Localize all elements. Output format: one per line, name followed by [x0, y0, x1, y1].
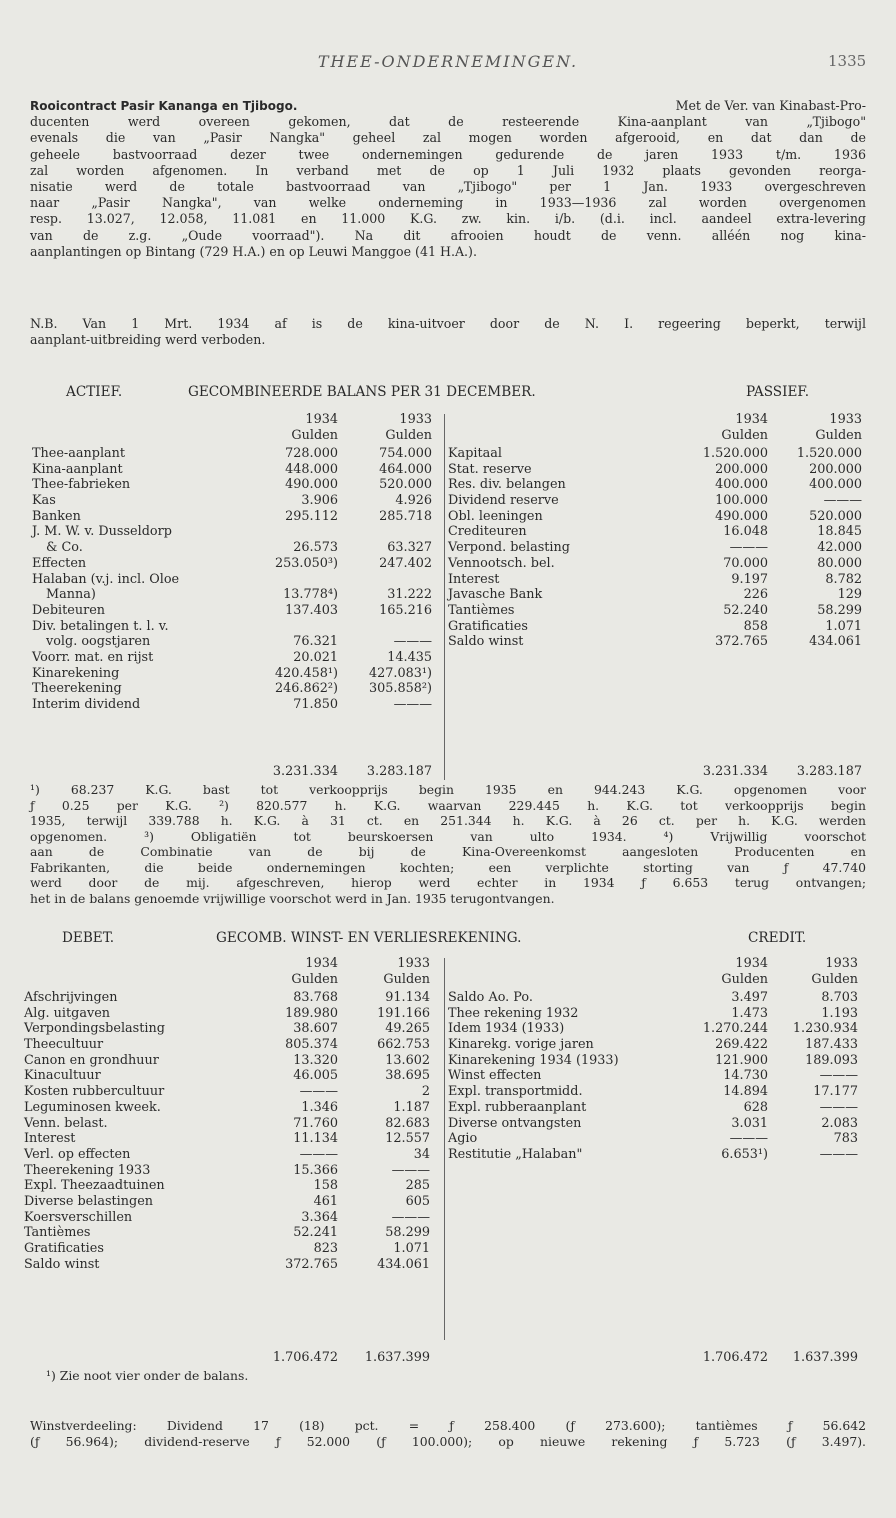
actief-row-1933: 305.858²): [368, 681, 432, 697]
credit-row-1933: 1.193: [821, 1005, 858, 1021]
actief-currency-1933: Gulden: [385, 428, 432, 443]
actief-row-1934: 253.050³): [274, 555, 338, 571]
passief-row-1933: 1.520.000: [796, 446, 862, 461]
winstverdeeling-line: Winstverdeeling: Dividend 17 (18) pct. = ƒ 258.400 (ƒ 273.600); tantièmes ƒ 56.642: [30, 1418, 866, 1433]
nb-paragraph: [30, 316, 866, 348]
passief-row: [448, 603, 866, 619]
debet-row-label: Koersverschillen: [24, 1209, 133, 1225]
debet-row-1933: 34: [413, 1146, 430, 1162]
debet-row: [24, 990, 442, 1006]
actief-row: [32, 603, 442, 619]
debet-row-1933: 58.299: [385, 1225, 430, 1241]
passief-row: [448, 462, 866, 478]
passief-row-1933: ———: [823, 493, 862, 509]
actief-row: [32, 666, 442, 682]
debet-row-label: Interest: [24, 1131, 76, 1147]
actief-row-label: & Co.: [46, 540, 83, 556]
actief-row-label: Thee-aanplant: [32, 446, 126, 461]
debet-row-label: Diverse belastingen: [24, 1193, 154, 1209]
contract-heading: Rooicontract Pasir Kananga en Tjibogo.: [30, 99, 298, 113]
credit-row-1934: 6.653¹): [721, 1146, 768, 1162]
contract-line: nisatie werd de totale bastvoorraad van „Tjibogo" per 1 Jan. 1933 overgeschreven: [30, 179, 866, 195]
passief-row-label: Interest: [448, 571, 500, 587]
credit-row-1933: 2.083: [821, 1115, 858, 1131]
passief-row-1934: 16.048: [723, 524, 768, 540]
passief-row-1933: 434.061: [809, 634, 862, 650]
passief-row-1934: 400.000: [715, 477, 768, 493]
credit-row: [448, 1116, 862, 1132]
actief-row-label: Debiteuren: [32, 602, 106, 618]
debet-row: [24, 1053, 442, 1069]
debet-row: [24, 1084, 442, 1100]
winstverdeeling-line: (ƒ 56.964); dividend-reserve ƒ 52.000 (ƒ 100.000); op nieuwe rekening ƒ 5.723 (ƒ 3.497).: [30, 1433, 866, 1449]
winst-footnote: ¹) Zie noot vier onder de balans.: [46, 1368, 249, 1383]
debet-row: [24, 1068, 442, 1084]
credit-row-1934: 628: [743, 1099, 768, 1115]
actief-row-label: Effecten: [32, 555, 87, 571]
passief-row-label: Tantièmes: [448, 602, 515, 618]
passief-table: [448, 446, 866, 650]
debet-row: [24, 1225, 442, 1241]
actief-row-1933: ———: [393, 697, 432, 712]
debet-row-1934: 372.765: [285, 1256, 338, 1272]
actief-year-1934: 1934: [305, 412, 338, 427]
actief-row-1934: 71.850: [293, 697, 338, 712]
passief-row-1934: 70.000: [723, 555, 768, 571]
passief-total-1933: 3.283.187: [796, 764, 862, 779]
winst-right-label: CREDIT.: [748, 930, 807, 946]
passief-row-1933: 520.000: [809, 508, 862, 524]
actief-row-1933: 31.222: [387, 587, 432, 603]
actief-year-1933: 1933: [399, 412, 432, 427]
nb-line: aanplant-uitbreiding werd verboden.: [30, 332, 266, 348]
credit-row: [448, 1068, 862, 1084]
credit-row: [448, 1021, 862, 1037]
credit-row: [448, 1084, 862, 1100]
credit-row-1933: 8.703: [821, 990, 858, 1005]
debet-row-label: Kinacultuur: [24, 1068, 101, 1084]
debet-row-1934: 3.364: [301, 1209, 338, 1225]
actief-row: [32, 619, 442, 635]
actief-row-1934: 295.112: [285, 508, 338, 524]
credit-row-1933: ———: [819, 1099, 858, 1115]
credit-row: [448, 1037, 862, 1053]
contract-line-0: [30, 98, 866, 114]
actief-row: [32, 587, 442, 603]
debet-row-1933: ———: [391, 1162, 430, 1178]
actief-row-label: Interim dividend: [32, 697, 141, 712]
actief-row: [32, 634, 442, 650]
actief-row-label: volg. oogstjaren: [46, 634, 151, 650]
debet-row-label: Leguminosen kweek.: [24, 1099, 161, 1115]
debet-row-1934: ———: [299, 1146, 338, 1162]
credit-row-1933: 189.093: [805, 1052, 858, 1068]
winst-title: GECOMB. WINST- EN VERLIESREKENING.: [216, 930, 522, 946]
passief-currency-1933: Gulden: [815, 428, 862, 443]
passief-row-1933: 42.000: [817, 540, 862, 556]
debet-row-1934: 461: [313, 1193, 338, 1209]
credit-row: [448, 1147, 862, 1163]
debet-row-1934: ———: [299, 1084, 338, 1100]
debet-row-1933: 191.166: [377, 1005, 430, 1021]
credit-row-label: Expl. rubberaanplant: [448, 1099, 587, 1115]
actief-row-1933: 285.718: [379, 508, 432, 524]
actief-row-1933: 520.000: [379, 477, 432, 493]
debet-row-label: Canon en grondhuur: [24, 1052, 159, 1068]
actief-row-1934: 26.573: [293, 540, 338, 556]
debet-row: [24, 1100, 442, 1116]
actief-row-1934: 13.778⁴): [283, 587, 338, 603]
actief-row-label: Kinarekening: [32, 665, 120, 681]
debet-total-1934: 1.706.472: [272, 1350, 338, 1365]
actief-row-label: J. M. W. v. Dusseldorp: [32, 524, 172, 540]
actief-row-1933: 754.000: [379, 446, 432, 461]
actief-row: [32, 462, 442, 478]
balans-title: GECOMBINEERDE BALANS PER 31 DECEMBER.: [188, 384, 536, 400]
credit-row-1933: 17.177: [813, 1084, 858, 1100]
debet-row-label: Verl. op effecten: [24, 1146, 131, 1162]
debet-row-1934: 158: [313, 1178, 338, 1194]
actief-row-1934: 137.403: [285, 602, 338, 618]
credit-row-1934: 14.894: [723, 1084, 768, 1100]
passief-row-label: Vennootsch. bel.: [448, 555, 555, 571]
debet-row-1933: ———: [391, 1209, 430, 1225]
debet-row-1934: 1.346: [301, 1099, 338, 1115]
credit-row: [448, 1006, 862, 1022]
passief-row-1933: 129: [837, 587, 862, 603]
actief-row: [32, 509, 442, 525]
actief-row-label: Thee-fabrieken: [32, 477, 131, 493]
debet-currency-1934: Gulden: [291, 972, 338, 987]
actief-row: [32, 524, 442, 540]
credit-row-1933: ———: [819, 1068, 858, 1084]
passief-row-label: Saldo winst: [448, 634, 524, 650]
passief-row: [448, 446, 866, 462]
credit-row-label: Kinarekg. vorige jaren: [448, 1037, 594, 1053]
credit-year-1933: 1933: [825, 956, 858, 971]
debet-row: [24, 1241, 442, 1257]
passief-row: [448, 634, 866, 650]
credit-row-label: Kinarekening 1934 (1933): [448, 1052, 619, 1068]
credit-row-1933: 187.433: [805, 1037, 858, 1053]
contract-line: ducenten werd overeen gekomen, dat de resteerende Kina-aanplant van „Tjibogo": [30, 114, 866, 130]
balans-footnote-line: 1935, terwijl 339.788 h. K.G. à 31 ct. en 251.344 h. K.G. à 26 ct. per h. K.G. werden: [30, 813, 866, 828]
debet-row-1933: 1.071: [393, 1241, 430, 1256]
actief-total-1933: 3.283.187: [366, 764, 432, 779]
actief-row-label: Banken: [32, 508, 81, 524]
debet-row: [24, 1257, 442, 1273]
passief-row-1933: 400.000: [809, 477, 862, 493]
actief-row: [32, 681, 442, 697]
contract-paragraph: [30, 98, 866, 260]
actief-row-1933: 427.083¹): [368, 665, 432, 681]
credit-row-1934: 1.473: [731, 1005, 768, 1021]
debet-row: [24, 1037, 442, 1053]
passief-row-1934: 100.000: [715, 493, 768, 509]
credit-row-1933: 783: [833, 1131, 858, 1147]
actief-row-1934: 20.021: [293, 649, 338, 665]
debet-row-1934: 71.760: [293, 1115, 338, 1131]
balans-footnote-line: werd door de mij. afgeschreven, hierop werd echter in 1934 ƒ 6.653 terug ontvangen;: [30, 875, 866, 890]
debet-row-label: Theecultuur: [24, 1037, 104, 1053]
credit-row-label: Saldo Ao. Po.: [448, 990, 533, 1005]
debet-row-1933: 1.187: [393, 1099, 430, 1115]
actief-row-1934: 420.458¹): [274, 665, 338, 681]
passief-row: [448, 587, 866, 603]
passief-row-1933: 8.782: [825, 571, 862, 587]
passief-row: [448, 477, 866, 493]
credit-total-1934: 1.706.472: [702, 1350, 768, 1365]
passief-row: [448, 572, 866, 588]
passief-row-1933: 200.000: [809, 461, 862, 477]
actief-row: [32, 446, 442, 462]
debet-row-label: Saldo winst: [24, 1256, 100, 1272]
passief-row-1933: 18.845: [817, 524, 862, 540]
actief-row-label: Halaban (v.j. incl. Oloe: [32, 571, 180, 587]
passief-currency-1934: Gulden: [721, 428, 768, 443]
debet-table: [24, 990, 442, 1272]
actief-row-label: Div. betalingen t. l. v.: [32, 618, 169, 634]
debet-row-label: Kosten rubbercultuur: [24, 1084, 165, 1100]
passief-row-1934: 1.520.000: [702, 446, 768, 461]
debet-row: [24, 1178, 442, 1194]
actief-row-1934: 76.321: [293, 634, 338, 650]
actief-row: [32, 650, 442, 666]
actief-total-1934: 3.231.334: [272, 764, 338, 779]
actief-row-1933: ———: [393, 634, 432, 650]
debet-row-1934: 805.374: [285, 1037, 338, 1053]
actief-row-1934: 3.906: [301, 493, 338, 509]
debet-row: [24, 1163, 442, 1179]
credit-row-label: Expl. transportmidd.: [448, 1084, 583, 1100]
debet-row-1934: 52.241: [293, 1225, 338, 1241]
actief-row-1933: 247.402: [379, 555, 432, 571]
actief-row: [32, 477, 442, 493]
debet-row-label: Alg. uitgaven: [24, 1005, 111, 1021]
page-number: 1335: [828, 52, 867, 70]
debet-row: [24, 1194, 442, 1210]
debet-row: [24, 1006, 442, 1022]
contract-line: naar „Pasir Nangka", van welke onderneming in 1933—1936 zal worden overgenomen: [30, 195, 866, 211]
passief-row-1934: 52.240: [723, 602, 768, 618]
debet-row: [24, 1116, 442, 1132]
passief-row: [448, 509, 866, 525]
actief-row-label: Manna): [46, 587, 96, 603]
passief-row-label: Gratificaties: [448, 618, 528, 634]
actief-row: [32, 493, 442, 509]
passief-row-1933: 80.000: [817, 555, 862, 571]
contract-first-line: Met de Ver. van Kinabast-Pro-: [675, 98, 866, 113]
actief-row-1934: 490.000: [285, 477, 338, 493]
passief-row-1934: 858: [743, 618, 768, 634]
passief-row: [448, 524, 866, 540]
credit-currency-1933: Gulden: [811, 972, 858, 987]
passief-row-1933: 58.299: [817, 602, 862, 618]
debet-row-1934: 13.320: [293, 1052, 338, 1068]
passief-row: [448, 556, 866, 572]
credit-row-1934: 269.422: [715, 1037, 768, 1053]
credit-row-1934: 1.270.244: [702, 1021, 768, 1037]
passief-row-1934: ———: [729, 540, 768, 556]
credit-row-label: Restitutie „Halaban": [448, 1146, 583, 1162]
debet-row-label: Expl. Theezaadtuinen: [24, 1178, 165, 1194]
balans-divider: [444, 414, 445, 780]
passief-row-1934: 226: [743, 587, 768, 603]
debet-row-label: Verpondingsbelasting: [24, 1021, 165, 1037]
debet-row-1934: 83.768: [293, 990, 338, 1005]
actief-row: [32, 540, 442, 556]
debet-row-1933: 13.602: [385, 1052, 430, 1068]
passief-row-label: Obl. leeningen: [448, 508, 543, 524]
actief-row-label: Kas: [32, 493, 56, 509]
actief-row-label: Kina-aanplant: [32, 461, 123, 477]
passief-row-label: Kapitaal: [448, 446, 502, 461]
actief-row: [32, 697, 442, 713]
winst-left-label: DEBET.: [62, 930, 115, 946]
debet-row-1933: 434.061: [377, 1256, 430, 1272]
debet-row-1934: 15.366: [293, 1162, 338, 1178]
debet-row-1934: 189.980: [285, 1005, 338, 1021]
debet-row-label: Afschrijvingen: [24, 990, 118, 1005]
passief-row-label: Verpond. belasting: [448, 540, 570, 556]
credit-row: [448, 1100, 862, 1116]
actief-row-1934: 246.862²): [274, 681, 338, 697]
passief-row: [448, 619, 866, 635]
contract-line: zal worden afgenomen. In verband met de op 1 Juli 1932 plaats gevonden reorga-: [30, 162, 866, 178]
debet-row: [24, 1021, 442, 1037]
credit-row: [448, 1131, 862, 1147]
credit-row-1933: ———: [819, 1146, 858, 1162]
page-header-title: THEE-ONDERNEMINGEN.: [317, 52, 579, 71]
credit-row-label: Agio: [448, 1131, 478, 1147]
debet-row: [24, 1147, 442, 1163]
debet-row-label: Tantièmes: [24, 1225, 91, 1241]
actief-row-1933: 4.926: [395, 493, 432, 509]
debet-currency-1933: Gulden: [383, 972, 430, 987]
passief-year-1933: 1933: [829, 412, 862, 427]
passief-row-label: Crediteuren: [448, 524, 527, 540]
contract-line: evenals die van „Pasir Nangka" geheel zal mogen worden afgerooid, en dat dan de: [30, 130, 866, 146]
credit-year-1934: 1934: [735, 956, 768, 971]
debet-row-1933: 2: [421, 1084, 430, 1100]
credit-row-1934: 3.497: [731, 990, 768, 1005]
balans-footnote-line: het in de balans genoemde vrijwillige voorschot werd in Jan. 1935 terugontvangen.: [30, 890, 555, 906]
debet-row-1933: 91.134: [385, 990, 430, 1005]
credit-row-1934: 3.031: [731, 1115, 768, 1131]
debet-row-1933: 662.753: [377, 1037, 430, 1053]
debet-year-1934: 1934: [305, 956, 338, 971]
credit-row-1933: 1.230.934: [792, 1021, 858, 1037]
passief-total-1934: 3.231.334: [702, 764, 768, 779]
contract-line: geheele bastvoorraad dezer twee ondernemingen gedurende de jaren 1933 t/m. 1936: [30, 146, 866, 162]
debet-row-label: Theerekening 1933: [24, 1162, 151, 1178]
balans-footnote-line: ¹) 68.237 K.G. bast tot verkoopprijs begin 1935 en 944.243 K.G. opgenomen voor: [30, 782, 866, 797]
debet-row-1934: 11.134: [293, 1131, 338, 1147]
credit-row-1934: ———: [729, 1131, 768, 1147]
contract-line: resp. 13.027, 12.058, 11.081 en 11.000 K.G. zw. kin. i/b. (d.i. incl. aandeel extra-levering: [30, 211, 866, 227]
debet-row-label: Gratificaties: [24, 1241, 104, 1256]
actief-table: [32, 446, 442, 713]
passief-row-1934: 9.197: [731, 571, 768, 587]
credit-table: [448, 990, 862, 1163]
winst-divider: [444, 958, 445, 1340]
contract-line: van de z.g. „Oude voorraad"). Na dit afrooien houdt de venn. alléén nog kina-: [30, 227, 866, 243]
balans-footnote-line: opgenomen. ³) Obligatiën tot beurskoersen van ulto 1934. ⁴) Vrijwillig voorschot: [30, 828, 866, 844]
passief-row-label: Dividend reserve: [448, 493, 559, 509]
passief-row-1934: 490.000: [715, 508, 768, 524]
actief-currency-1934: Gulden: [291, 428, 338, 443]
debet-row-1933: 285: [405, 1178, 430, 1194]
debet-row: [24, 1210, 442, 1226]
passief-row-label: Stat. reserve: [448, 461, 532, 477]
credit-total-1933: 1.637.399: [792, 1350, 858, 1365]
debet-row-1934: 823: [313, 1241, 338, 1256]
passief-row-label: Javasche Bank: [448, 587, 543, 603]
actief-row-1933: 165.216: [379, 602, 432, 618]
debet-row-1933: 605: [405, 1193, 430, 1209]
credit-row-label: Idem 1934 (1933): [448, 1021, 565, 1037]
credit-row: [448, 1053, 862, 1069]
passief-row: [448, 540, 866, 556]
contract-body: [30, 114, 866, 260]
balans-footnotes: [30, 782, 866, 906]
actief-row-label: Theerekening: [32, 681, 122, 697]
debet-row-1933: 82.683: [385, 1115, 430, 1131]
debet-row: [24, 1131, 442, 1147]
credit-row-label: Diverse ontvangsten: [448, 1115, 582, 1131]
credit-currency-1934: Gulden: [721, 972, 768, 987]
debet-row-1933: 38.695: [385, 1068, 430, 1084]
debet-row-label: Venn. belast.: [24, 1115, 108, 1131]
credit-row: [448, 990, 862, 1006]
actief-row-1933: 63.327: [387, 540, 432, 556]
actief-row: [32, 556, 442, 572]
passief-row-1934: 200.000: [715, 461, 768, 477]
passief-row-1933: 1.071: [825, 618, 862, 634]
nb-line: N.B. Van 1 Mrt. 1934 af is de kina-uitvoer door de N. I. regeering beperkt, terwijl: [30, 316, 866, 331]
credit-row-1934: 121.900: [715, 1052, 768, 1068]
balans-right-label: PASSIEF.: [746, 384, 810, 400]
credit-row-1934: 14.730: [723, 1068, 768, 1084]
contract-line: aanplantingen op Bintang (729 H.A.) en op Leuwi Manggoe (41 H.A.).: [30, 243, 477, 259]
debet-row-1934: 46.005: [293, 1068, 338, 1084]
debet-total-1933: 1.637.399: [364, 1350, 430, 1365]
balans-left-label: ACTIEF.: [66, 384, 123, 400]
actief-row-1933: 464.000: [379, 461, 432, 477]
actief-row-1934: 448.000: [285, 461, 338, 477]
balans-footnote-line: aan de Combinatie van de bij de Kina-Overeenkomst aangesloten Producenten en: [30, 844, 866, 859]
actief-row-label: Voorr. mat. en rijst: [32, 649, 154, 665]
actief-row-1933: 14.435: [387, 649, 432, 665]
passief-year-1934: 1934: [735, 412, 768, 427]
actief-row: [32, 572, 442, 588]
actief-row-1934: 728.000: [285, 446, 338, 461]
balans-footnote-line: Fabrikanten, die beide ondernemingen kochten; een verplichte storting van ƒ 47.740: [30, 859, 866, 875]
debet-year-1933: 1933: [397, 956, 430, 971]
credit-row-label: Thee rekening 1932: [448, 1005, 579, 1021]
passief-row-label: Res. div. belangen: [448, 477, 566, 493]
passief-row: [448, 493, 866, 509]
debet-row-1933: 12.557: [385, 1131, 430, 1147]
passief-row-1934: 372.765: [715, 634, 768, 650]
debet-row-1934: 38.607: [293, 1021, 338, 1037]
winstverdeeling: [30, 1418, 866, 1449]
credit-row-label: Winst effecten: [448, 1068, 542, 1084]
debet-row-1933: 49.265: [385, 1021, 430, 1037]
balans-footnote-line: ƒ 0.25 per K.G. ²) 820.577 h. K.G. waarvan 229.445 h. K.G. tot verkoopprijs begin: [30, 797, 866, 813]
